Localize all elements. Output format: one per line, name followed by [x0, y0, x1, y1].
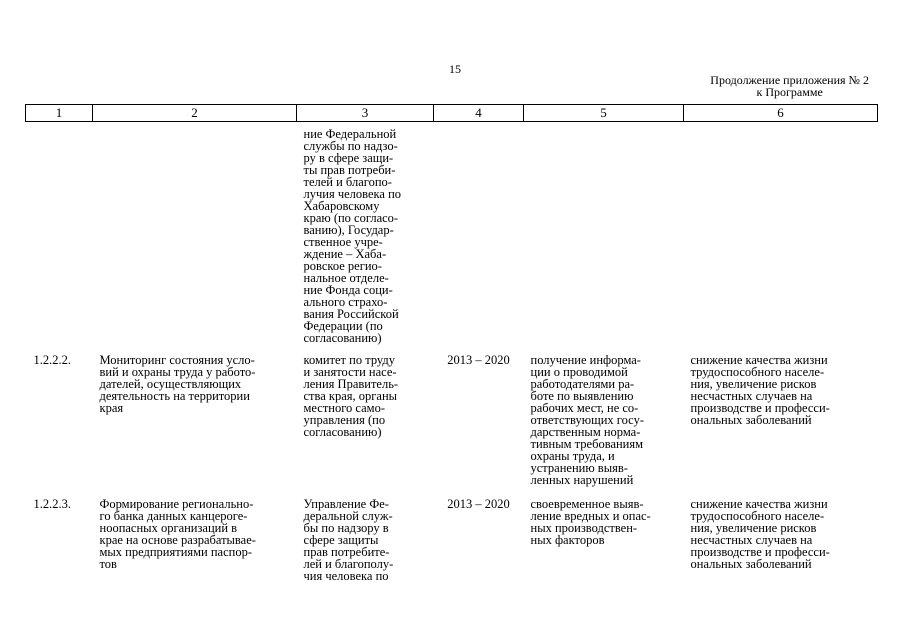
- text-line: Мониторинг состояния усло-: [99, 353, 255, 367]
- text-line: ние Федеральной: [303, 127, 397, 141]
- text-line: снижение качества жизни: [690, 497, 828, 511]
- text-line: производстве и професси-: [690, 545, 830, 559]
- text-line: ты прав потреби-: [303, 163, 396, 177]
- text-line: несчастных случаев на: [690, 389, 813, 403]
- text-line: ления Правитель-: [303, 377, 399, 391]
- text-line: несчастных случаев на: [690, 533, 813, 547]
- header-col-3: 3: [297, 105, 434, 122]
- text-line: ния, увеличение рисков: [690, 377, 817, 391]
- text-line: комитет по труду: [303, 353, 395, 367]
- text-line: ального страхо-: [303, 295, 388, 309]
- text-line: боте по выявлению: [530, 389, 634, 403]
- text-line: края: [99, 401, 124, 415]
- executor-cell: [297, 344, 434, 486]
- text-line: службы по надзо-: [303, 139, 398, 153]
- text-line: ства края, органы: [303, 389, 398, 403]
- text-line: деральной служ-: [303, 509, 393, 523]
- text-line: тов: [99, 557, 117, 571]
- text-line: согласованию): [303, 331, 382, 345]
- text-line: ние Фонда соци-: [303, 283, 393, 297]
- text-line: ональных заболеваний: [690, 557, 812, 571]
- header-col-6: 6: [684, 105, 878, 122]
- table-row-continuation: [26, 122, 878, 345]
- executor-cell: [297, 122, 434, 345]
- result-cell: [524, 486, 684, 582]
- text-line: ноопасных организаций в: [99, 521, 238, 535]
- text-line: лей и благополу-: [303, 557, 394, 571]
- text-line: трудоспособного населе-: [690, 509, 825, 523]
- text-line: го банка данных канцероге-: [99, 509, 248, 523]
- text-line: ление вредных и опас-: [530, 509, 651, 523]
- text-line: чия человека по: [303, 569, 389, 583]
- header-col-4: 4: [434, 105, 524, 122]
- text-line: местного само-: [303, 401, 385, 415]
- text-line: ленных нарушений: [530, 473, 634, 487]
- table-row: [26, 344, 878, 486]
- text-line: устранению выяв-: [530, 461, 628, 475]
- executor-cell: [297, 486, 434, 582]
- text-line: ванию), Государ-: [303, 223, 394, 237]
- result-cell: [524, 344, 684, 486]
- text-line: ровское регио-: [303, 259, 382, 273]
- program-table: [25, 104, 878, 582]
- text-line: тивным требованиям: [530, 437, 644, 451]
- text-line: вий и охраны труда у работо-: [99, 365, 256, 379]
- text-line: ональных заболеваний: [690, 413, 812, 427]
- item-number: 1.2.2.3.: [33, 497, 71, 511]
- text-line: ции о проводимой: [530, 365, 628, 379]
- text-line: ния, увеличение рисков: [690, 521, 817, 535]
- text-line: лучия человека по: [303, 187, 402, 201]
- text-line: работодателями ра-: [530, 377, 635, 391]
- text-line: и занятости насе-: [303, 365, 397, 379]
- header-col-1: 1: [26, 105, 93, 122]
- header-col-2: 2: [93, 105, 297, 122]
- text-line: ных факторов: [530, 533, 605, 547]
- text-line: вания Российской: [303, 307, 399, 321]
- text-line: деятельность на территории: [99, 389, 250, 403]
- text-line: дателей, осуществляющих: [99, 377, 242, 391]
- appendix-note-line2: к Программе: [756, 85, 823, 99]
- text-line: краю (по согласо-: [303, 211, 399, 225]
- text-line: производстве и професси-: [690, 401, 830, 415]
- text-line: прав потребите-: [303, 545, 390, 559]
- text-line: телей и благопо-: [303, 175, 392, 189]
- text-line: ждение – Хаба-: [303, 247, 387, 261]
- text-line: ных производствен-: [530, 521, 638, 535]
- text-line: получение информа-: [530, 353, 641, 367]
- activity-cell: [93, 486, 297, 582]
- text-line: сфере защиты: [303, 533, 379, 547]
- text-line: рабочих мест, не со-: [530, 401, 639, 415]
- text-line: мых предприятиями паспор-: [99, 545, 253, 559]
- text-line: дарственным норма-: [530, 425, 641, 439]
- period-cell: 2013 – 2020: [447, 353, 510, 367]
- consequence-cell: [684, 344, 878, 486]
- item-number: 1.2.2.2.: [33, 353, 71, 367]
- text-line: крае на основе разрабатывае-: [99, 533, 256, 547]
- text-line: Хабаровскому: [303, 199, 380, 213]
- text-line: трудоспособного населе-: [690, 365, 825, 379]
- text-line: ответствующих госу-: [530, 413, 644, 427]
- text-line: ственное учре-: [303, 235, 383, 249]
- text-line: Управление Фе-: [303, 497, 389, 511]
- appendix-note: [710, 74, 869, 98]
- page-number: 15: [449, 62, 461, 76]
- activity-cell: [93, 344, 297, 486]
- text-line: снижение качества жизни: [690, 353, 828, 367]
- text-line: Федерации (по: [303, 319, 383, 333]
- text-line: ру в сфере защи-: [303, 151, 394, 165]
- appendix-note-line1: Продолжение приложения № 2: [710, 73, 869, 87]
- text-line: охраны труда, и: [530, 449, 615, 463]
- text-line: своевременное выяв-: [530, 497, 644, 511]
- consequence-cell: [684, 486, 878, 582]
- table-row: [26, 486, 878, 582]
- table-header-row: [26, 105, 878, 122]
- text-line: нальное отделе-: [303, 271, 389, 285]
- period-cell: 2013 – 2020: [447, 497, 510, 511]
- text-line: согласованию): [303, 425, 382, 439]
- header-col-5: 5: [524, 105, 684, 122]
- text-line: Формирование регионально-: [99, 497, 254, 511]
- text-line: управления (по: [303, 413, 386, 427]
- text-line: бы по надзору в: [303, 521, 389, 535]
